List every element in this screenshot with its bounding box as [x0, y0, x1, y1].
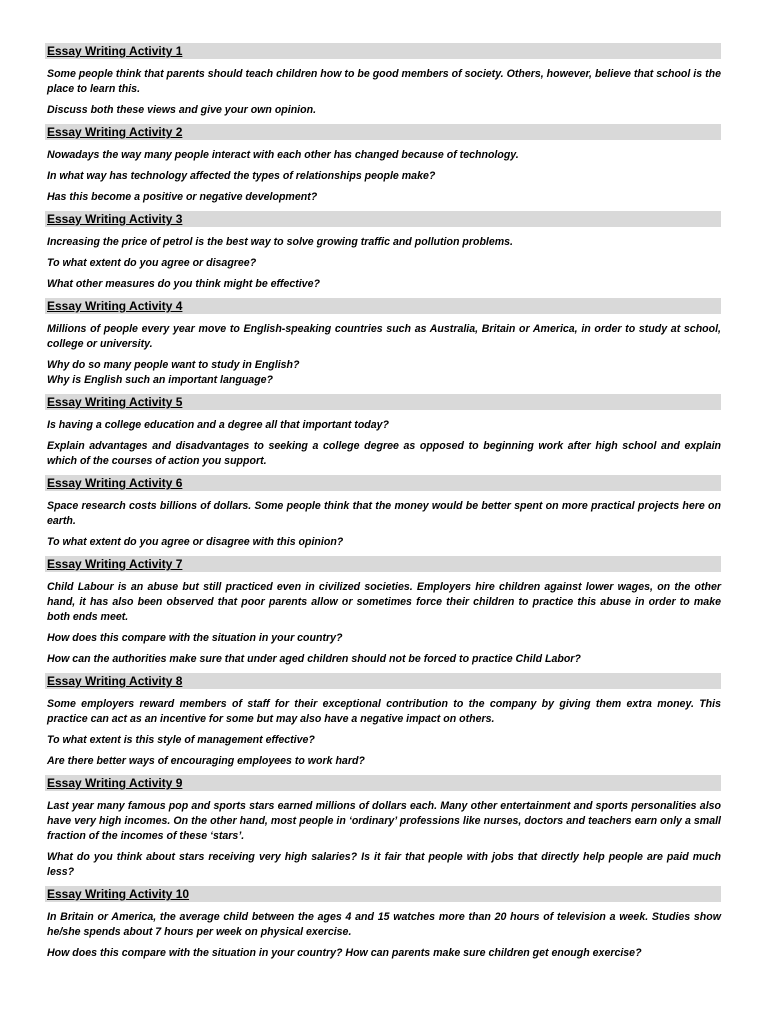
activity-7 [45, 556, 721, 667]
activity-heading: Essay Writing Activity 7 [45, 556, 721, 572]
activity-5 [45, 394, 721, 469]
activity-paragraph: Millions of people every year move to English-speaking countries such as Australia, Britain or America, in order to study at school, college or university. [47, 323, 721, 350]
activity-paragraph: Increasing the price of petrol is the best way to solve growing traffic and pollution problems. [47, 236, 514, 248]
activity-1 [45, 43, 721, 118]
activity-paragraph: Last year many famous pop and sports stars earned millions of dollars each. Many other entertainment and sports personalities also have very high incomes. On the other hand, most people in ‘ordinary’ professions like nurses, doctors and teachers earn only a small fraction of the incomes of these ‘stars’. [47, 800, 721, 842]
activity-paragraph: To what extent do you agree or disagree with this opinion? [47, 536, 344, 548]
activity-heading: Essay Writing Activity 8 [45, 673, 721, 689]
activity-paragraph: How does this compare with the situation in your country? How can parents make sure children get enough exercise? [47, 947, 642, 959]
activity-paragraph: Is having a college education and a degree all that important today? [47, 419, 390, 431]
activity-10 [45, 886, 721, 961]
activity-paragraph: Child Labour is an abuse but still practiced even in civilized societies. Employers hire children against lower wages, on the other hand, it has also been observed that poor parents allow or sometimes force their children to practice this abuse in order to make both ends meet. [47, 581, 721, 623]
activity-paragraph: Some people think that parents should teach children how to be good members of society. Others, however, believe that school is the place to learn this. [47, 68, 721, 95]
activity-paragraph: Nowadays the way many people interact with each other has changed because of technology. [47, 149, 519, 161]
activity-paragraph: How can the authorities make sure that under aged children should not be forced to practice Child Labor? [47, 653, 581, 665]
activity-paragraph: To what extent do you agree or disagree? [47, 257, 257, 269]
activity-heading: Essay Writing Activity 2 [45, 124, 721, 140]
activity-paragraph: Why is English such an important language? [47, 374, 274, 386]
document-page [45, 43, 721, 967]
activity-heading: Essay Writing Activity 1 [45, 43, 721, 59]
activity-4 [45, 298, 721, 388]
activity-heading: Essay Writing Activity 10 [45, 886, 721, 902]
activity-paragraph: In Britain or America, the average child between the ages 4 and 15 watches more than 20 hours of television a week. Studies show he/she spends about 7 hours per week on physical exercise. [47, 911, 721, 938]
activity-paragraph: In what way has technology affected the types of relationships people make? [47, 170, 436, 182]
activity-3 [45, 211, 721, 292]
activity-6 [45, 475, 721, 550]
activity-9 [45, 775, 721, 880]
activity-heading: Essay Writing Activity 5 [45, 394, 721, 410]
activity-paragraph: Are there better ways of encouraging employees to work hard? [47, 755, 365, 767]
activity-paragraph: Discuss both these views and give your own opinion. [47, 104, 317, 116]
activity-heading: Essay Writing Activity 3 [45, 211, 721, 227]
activity-paragraph: Has this become a positive or negative development? [47, 191, 318, 203]
activity-heading: Essay Writing Activity 4 [45, 298, 721, 314]
activity-paragraph: To what extent is this style of management effective? [47, 734, 315, 746]
activity-heading: Essay Writing Activity 6 [45, 475, 721, 491]
activity-paragraph: What other measures do you think might be effective? [47, 278, 320, 290]
activity-paragraph: Explain advantages and disadvantages to seeking a college degree as opposed to beginning work after high school and explain which of the courses of action you support. [47, 440, 721, 467]
activity-paragraph: How does this compare with the situation in your country? [47, 632, 343, 644]
activity-2 [45, 124, 721, 205]
activity-8 [45, 673, 721, 769]
activity-paragraph: Some employers reward members of staff for their exceptional contribution to the company by giving them extra money. This practice can act as an incentive for some but may also have a negative impact on others. [47, 698, 721, 725]
activity-paragraph: What do you think about stars receiving very high salaries? Is it fair that people with jobs that directly help people are paid much less? [47, 851, 721, 878]
activity-paragraph: Why do so many people want to study in English? [47, 359, 300, 371]
activity-heading: Essay Writing Activity 9 [45, 775, 721, 791]
activity-paragraph: Space research costs billions of dollars. Some people think that the money would be better spent on more practical projects here on earth. [47, 500, 721, 527]
